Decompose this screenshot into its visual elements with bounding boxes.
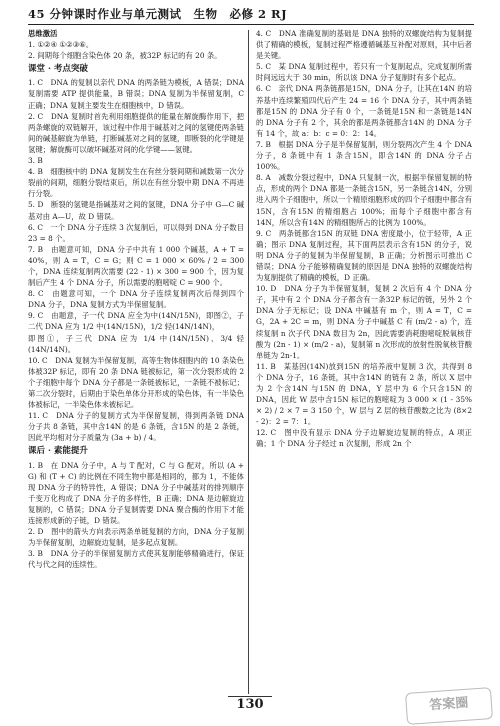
answer-site-watermark: 答案圈 xyxy=(405,687,493,725)
right-answer-item: 5. C 某 DNA 复制过程中，若只有一个复制起点，完成复制所需时间远远大于 30 min，所以该 DNA 分子复制时有多个起点。 xyxy=(256,62,472,83)
right-answer-item: 12. C 图中没有显示 DNA 分子边解旋边复制的特点，A 项正确；1 个 DNA 分子经过 n 次复制，形成 2n 个 xyxy=(256,428,472,449)
left-answer-item: 8. C 由题意可知，一个 DNA 分子连续复制两次后得到四个 DNA 分子，DNA 复制方式为半保留复制。 xyxy=(28,289,244,310)
right-answer-item: 4. C DNA 准确复制的基础是 DNA 独特的双螺旋结构为复制提供了精确的模板，复制过程严格遵循碱基互补配对原则，其中后者是关键。 xyxy=(256,29,472,61)
left-answer-item: 2. 间期每个细胞含染色体 20 条，被32P 标记的有 20 条。 xyxy=(28,51,222,61)
left-answer-item: 2. D 图中的箭头方向表示两条单链复制的方向，DNA 分子复制为半保留复制，边解旋边复制，是多起点复制。 xyxy=(28,527,244,548)
right-answer-item: 8. A 减数分裂过程中，DNA 只复制一次，根据半保留复制的特点，形成的两个 DNA 都是一条链含15N，另一条链含14N，分别进入两个子细胞中，所以一个精原细胞形成的四个子细胞中都含有15N，含有15N 的精细胞占 100%；而每个子细胞中都含有14N，所以含有14N 的精细胞所占的比例为 100%。 xyxy=(256,173,472,227)
left-answer-item: 3. B xyxy=(28,156,43,166)
left-answer-item: 4. B 细胞核中的 DNA 复制发生在有丝分裂间期和减数第一次分裂前的间期，细胞分裂结束后，所以在有丝分裂中期 DNA 不再进行分裂。 xyxy=(28,167,244,199)
content-columns xyxy=(0,28,500,698)
section-heading: 课堂 · 考点突破 xyxy=(28,64,88,75)
right-answer-item: 10. D DNA 分子为半保留复制，复制 2 次后有 4 个 DNA 分子，其中有 2 个 DNA 分子都含有一条32P 标记的链，另外 2 个 DNA 分子无标记；设 DNA 中碱基有 m 个，则 A = T，C = G，2A + 2C = m，则 DNA 分子中碱基 C 有 (m/2 - a) 个，连续复制 n 次子代 DNA 数目为 2n，因此需要消耗胞嘧啶脱氧核苷酸为 (2n - 1) × (m/2 - a)，复制第 n 次形成的放射性脱氧核苷酸单链为 2n-1。 xyxy=(256,284,472,360)
left-answer-item: 6. C 一个 DNA 分子连续 3 次复制后，可以得到 DNA 分子数目 23 = 8 个。 xyxy=(28,222,244,243)
left-answer-item: 10. C DNA 复制为半保留复制，高等生物体细胞内的 10 条染色体被32P 标记，即有 20 条 DNA 链被标记，第一次分裂形成的 2 个子细胞中每个 DNA 分子都是一条链被标记，一条链不被标记；第二次分裂时，后期由于染色单体分开形成的染色体，有一半染色体被标记，一半染色体未被标记。 xyxy=(28,355,244,410)
left-answer-item: 1. ①②④ ①②③⑥。 xyxy=(28,40,94,50)
left-answer-item: 11. C DNA 分子的复制方式为半保留复制，得到两条链 DNA 分子共 8 条链，其中含14N 的是 6 条链，含15N 的是 2 条链，因此平均相对分子质量为 (3a + b) / 4。 xyxy=(28,411,244,443)
right-answer-item: 6. C 亲代 DNA 两条链都是15N，DNA 分子，让其在14N 的培养基中连续繁殖四代后产生 24 = 16 个 DNA 分子，其中两条链都是15N 的 DNA 分子有 0 个，一条链是15N 和一条链是14N 的 DNA 分子有 2 个，其余的都是两条链都含14N 的 DNA 分子有 14 个，故 a：b：c = 0：2：14。 xyxy=(256,84,472,138)
right-column xyxy=(256,28,472,450)
section-heading: 课后 · 素能提升 xyxy=(28,446,88,457)
right-answer-item: 9. C 两条链都含15N 的双链 DNA 密度最小，位于轻带，A 正确；图示 DNA 复制过程，其下面两层表示含有15N 的分子，说明 DNA 分子的复制为半保留复制，B 正确；分析图示可推出 C 错误；DNA 分子能够精确复制的原因是 DNA 独特的双螺旋结构为复制提供了精确的模板，D 正确。 xyxy=(256,228,472,283)
left-answer-item: 7. B 由题意可知，DNA 分子中共有 1 000 个碱基，A + T = 40%，则 A = T，C = G；则 C = 1 000 × 60% / 2 = 300 个，DNA 连续复制两次需要 (22 - 1) × 300 = 900 个，因为复制后产生 4 个 DNA 分子，所以需要的胞嘧啶 C = 900 个。 xyxy=(28,244,244,288)
right-answer-item: 7. B 根据 DNA 分子是半保留复制，则分裂两次产生 4 个 DNA 分子，8 条链中有 1 条含15N，即含14N 的 DNA 分子占 100%。 xyxy=(256,139,472,172)
page-number: 130 xyxy=(228,696,271,712)
left-answer-item: 5. D 断裂的氢键是指碱基对之间的氢键，DNA 分子中 G—C 碱基对由 A—U，故 D 错误。 xyxy=(28,200,244,221)
left-answer-item: 2. C DNA 复制时首先利用细胞提供的能量在解旋酶作用下，把两条螺旋的双链解开，该过程中作用于碱基对之间的氢键使两条链间的碱基解旋为单链，打断碱基对之间的氢键，即断裂的化学键是氢键；解旋酶可以破坏碱基对间的化学键——氢键。 xyxy=(28,111,244,154)
left-answer-item: 1. C DNA 的复制以亲代 DNA 的两条链为模板，A 错误；DNA 复制需要 ATP 提供能量，B 错误；DNA 复制为半保留复制，C 正确；DNA 复制主要发生在细胞核中，D 错误。 xyxy=(28,78,244,110)
left-answer-item: 3. B DNA 分子的半保留复制方式使其复制能够精确进行，保证代与代之间的连续性。 xyxy=(28,549,244,570)
column-divider xyxy=(248,30,249,694)
right-answer-item: 11. B 某基因(14N)放到15N 的培养液中复制 3 次，共得到 8 个 DNA 分子，16 条链，其中含14N 的链有 2 条，所以 X 层中为 2 个含14N 与15N 的 DNA，Y 层中为 6 个只含15N 的 DNA，因此 W 层中含15N 标记的胞嘧啶为 3 000 × (1 - 35% × 2) / 2 × 7 = 3 150 个，W 层与 Z 层的核苷酸数之比为 (8×2 - 2)：2 = 7：1。 xyxy=(256,361,472,427)
left-answer-item: 即图①，子三代 DNA 应为 1/4 中(14N/15N)、3/4 轻(14N/14N)。 xyxy=(28,333,244,354)
running-header: 45 分钟课时作业与单元测试 生物 必修 2 RJ xyxy=(28,6,474,25)
left-answer-item: 9. C 由题意，子一代 DNA 应全为中(14N/15N)，即图②，子二代 DNA 应为 1/2 中(14N/15N)，1/2 轻(14N/14N)， xyxy=(28,311,244,332)
left-answer-item: 1. B 在 DNA 分子中，A 与 T 配对，C 与 G 配对，所以 (A + G) 和 (T + C) 的比例在不同生物中都是相同的，都为 1，不能体现 DNA 分子的特异性，A 错误；DNA 分子中碱基对的排列顺序千变万化构成了 DNA 分子的多样性，B 正确；DNA 是边解旋边复制的，C 错误；DNA 分子复制需要 DNA 聚合酶的作用下才能连接形成新的子链，D 错误。 xyxy=(28,460,244,526)
left-column xyxy=(28,28,244,571)
subsection-heading: 思维激活 xyxy=(28,29,58,38)
